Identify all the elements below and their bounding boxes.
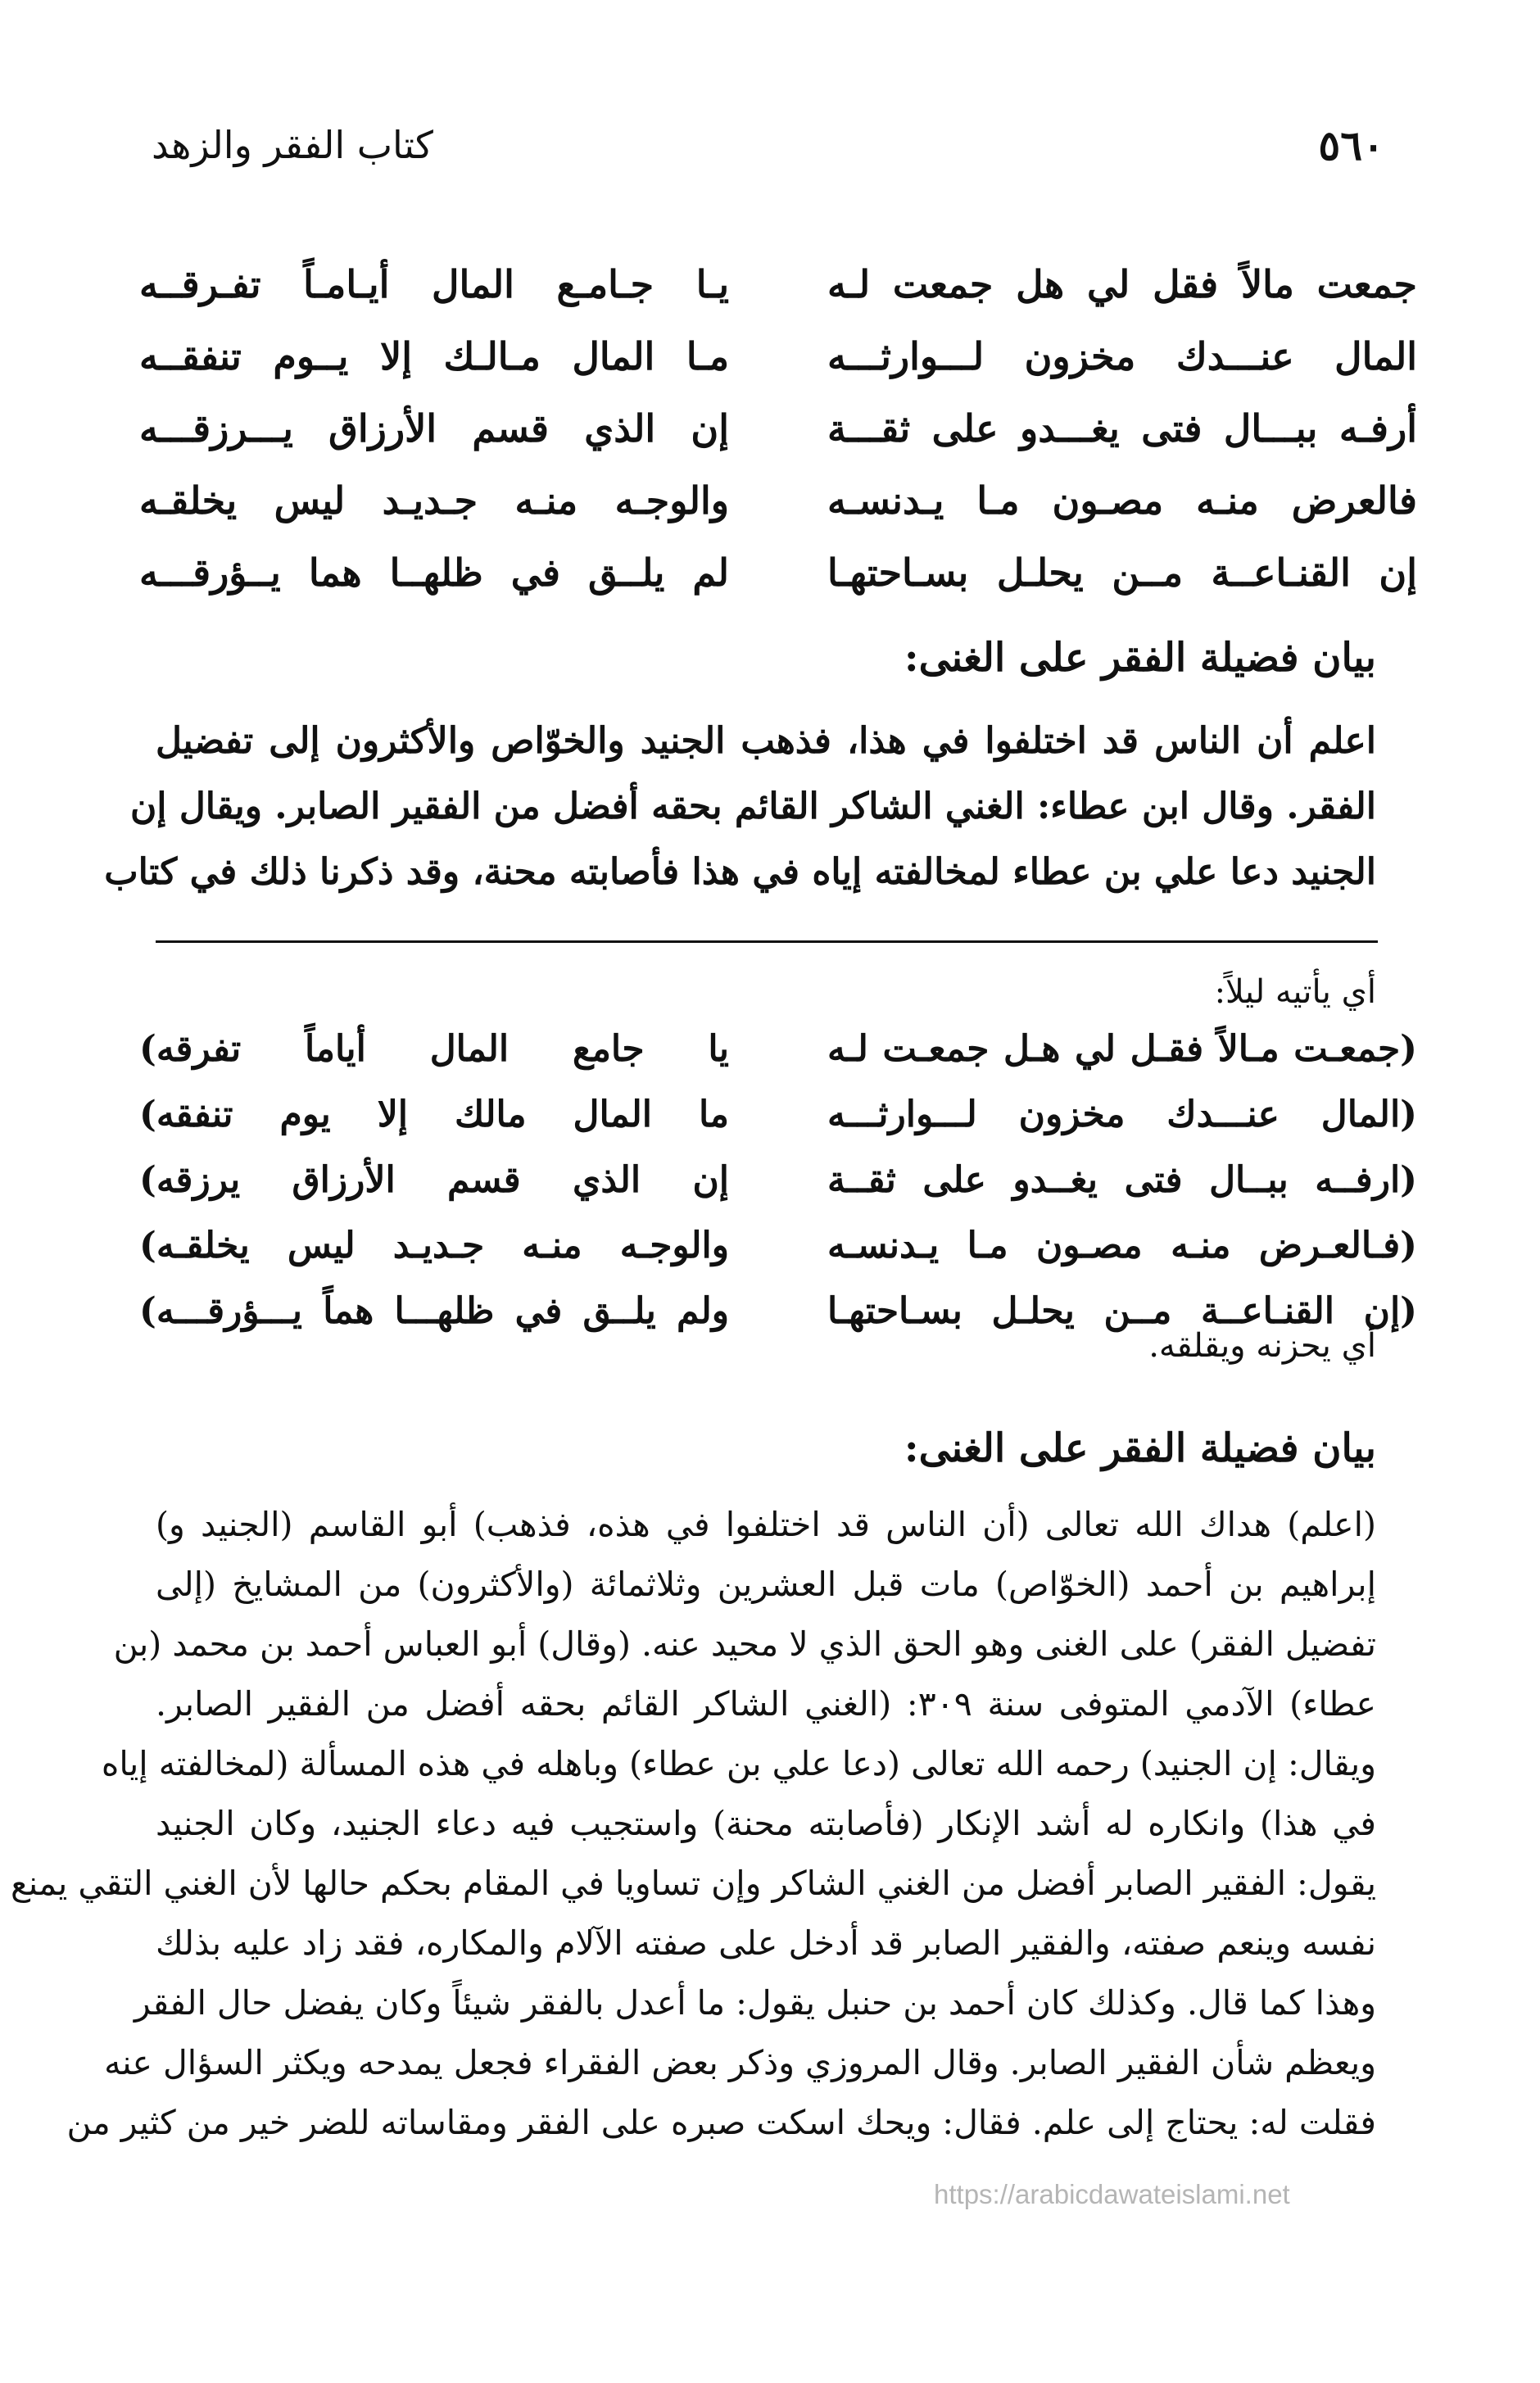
- text-line: الجنيد دعا علي بن عطاء لمخالفته إياه في هذا فأصابته محنة، وقد ذكرنا ذلك في كتاب: [104, 851, 1376, 893]
- verse-first-hemistich: (فـالعـرض منـه مصـون مـا يـدنسـه: [827, 1225, 1417, 1266]
- verse-first-hemistich: إن القنـاعــة مــن يحلـل بسـاحتهـا: [827, 550, 1417, 595]
- verse-second-hemistich: يا جامع المال أياماً تفرقه): [139, 1028, 729, 1070]
- text-line: إبراهيم بن أحمد (الخوّاص) مات قبل العشرين وثلاثمائة (والأكثرون) من المشايخ (إلى: [156, 1565, 1376, 1604]
- commentary-paragraph: [10, 1495, 1377, 2153]
- commentary-note: أي يأتيه ليلاً:: [1214, 973, 1376, 1011]
- verse-second-hemistich: إن الذي قسم الأرزاق يرزقه): [139, 1159, 729, 1201]
- main-text-paragraph: [104, 709, 1376, 905]
- commentary-note: أي يحزنه ويقلقه.: [1148, 1327, 1376, 1365]
- verse-second-hemistich: إن الذي قسم الأرزاق يـــرزقـــه: [139, 406, 729, 451]
- verse: [139, 1225, 1417, 1290]
- verse: [139, 334, 1417, 406]
- text-line: في هذا) وانكاره له أشد الإنكار (فأصابته محنة) واستجيب فيه دعاء الجنيد، وكان الجنيد: [156, 1804, 1376, 1843]
- text-line: نفسه وينعم صفته، والفقير الصابر قد أدخل على صفته الآلام والمكاره، فقد زاد عليه بذلك: [156, 1923, 1376, 1963]
- section-heading: بيان فضيلة الفقر على الغنى:: [904, 1425, 1376, 1471]
- verse-second-hemistich: والوجـه منـه جـديـد ليس يخلقـه): [139, 1225, 729, 1266]
- text-line: ويعظم شأن الفقير الصابر. وقال المروزي وذكر بعض الفقراء فجعل يمدحه ويكثر السؤال عنه: [104, 2043, 1376, 2082]
- text-line: اعلم أن الناس قد اختلفوا في هذا، فذهب الجنيد والخوّاص والأكثرون إلى تفضيل: [156, 720, 1376, 762]
- verse: [139, 1159, 1417, 1225]
- text-line: يقول: الفقير الصابر أفضل من الغني الشاكر وإن تساويا في المقام بحكم حالها لأن الغني التقي يمنع: [10, 1864, 1376, 1903]
- text-line: ويقال: إن الجنيد) رحمه الله تعالى (دعا علي بن عطاء) وباهله في هذه المسألة (لمخالفته إياه: [101, 1744, 1376, 1783]
- text-line: تفضيل الفقر) على الغنى وهو الحق الذي لا محيد عنه. (وقال) أبو العباس أحمد بن محمد (بن: [113, 1624, 1376, 1664]
- verse-first-hemistich: (إن القنـاعــة مــن يحلـل بسـاحتهـا: [827, 1290, 1417, 1332]
- poem-commentary: [139, 1028, 1417, 1356]
- divider-rule: [156, 940, 1378, 943]
- verse: [139, 550, 1417, 623]
- verse-first-hemistich: جمعت مالاً فقل لي هل جمعت لـه: [827, 262, 1417, 306]
- text-line: (اعلم) هداك الله تعالى (أن الناس قد اختلفوا في هذه، فذهب) أبو القاسم (الجنيد و): [156, 1505, 1376, 1544]
- text-line: فقلت له: يحتاج إلى علم. فقال: ويحك اسكت صبره على الفقر ومقاساته للضر خير من كثير من: [66, 2103, 1376, 2142]
- verse-second-hemistich: والوجـه منـه جـديـد ليس يخلقـه: [139, 478, 729, 523]
- verse-second-hemistich: لم يلــق في ظلهــا هما يــؤرقـــه: [139, 550, 729, 595]
- section-heading: بيان فضيلة الفقر على الغنى:: [904, 635, 1376, 681]
- verse-second-hemistich: ما المال مالك إلا يوم تنفقه): [139, 1094, 729, 1135]
- verse: [139, 1028, 1417, 1094]
- page-number: ٥٦٠: [1318, 121, 1384, 170]
- verse-first-hemistich: (ارفــه ببــال فتى يغــدو على ثقــة: [827, 1159, 1417, 1201]
- verse: [139, 262, 1417, 334]
- watermark-url: https://arabicdawateislami.net: [934, 2179, 1290, 2209]
- verse-second-hemistich: ولم يلــق في ظلهـــا هماً يـــؤرقـــه): [139, 1290, 729, 1332]
- verse: [139, 406, 1417, 478]
- verse-first-hemistich: أرفـه ببـــال فتى يغـــدو على ثقـــة: [827, 406, 1417, 451]
- verse-first-hemistich: (جمعـت مـالاً فقـل لي هـل جمعـت لـه: [827, 1028, 1417, 1070]
- text-line: عطاء) الآدمي المتوفى سنة ٣٠٩: (الغني الشاكر القائم بحقه أفضل من الفقير الصابر.: [156, 1684, 1377, 1724]
- verse-second-hemistich: يـا جـامـع المال أيـامـاً تفـرقــه: [139, 262, 729, 306]
- poem-main: [139, 262, 1417, 623]
- verse-first-hemistich: (المال عنـــدك مخزون لـــوارثـــه: [827, 1094, 1417, 1135]
- text-line: الفقر. وقال ابن عطاء: الغني الشاكر القائم بحقه أفضل من الفقير الصابر. ويقال إن: [129, 786, 1376, 827]
- verse: [139, 1094, 1417, 1159]
- verse-first-hemistich: فالعرض منـه مصـون مـا يـدنسـه: [827, 478, 1417, 523]
- verse-first-hemistich: المال عنـــدك مخزون لـــوارثـــه: [827, 334, 1417, 378]
- verse-second-hemistich: مـا المال مـالـك إلا يــوم تنفقــه: [139, 334, 729, 378]
- running-title: كتاب الفقر والزهد: [152, 123, 433, 167]
- verse: [139, 478, 1417, 550]
- text-line: وهذا كما قال. وكذلك كان أحمد بن حنبل يقول: ما أعدل بالفقر شيئاً وكان يفضل حال الفقر: [134, 1983, 1376, 2023]
